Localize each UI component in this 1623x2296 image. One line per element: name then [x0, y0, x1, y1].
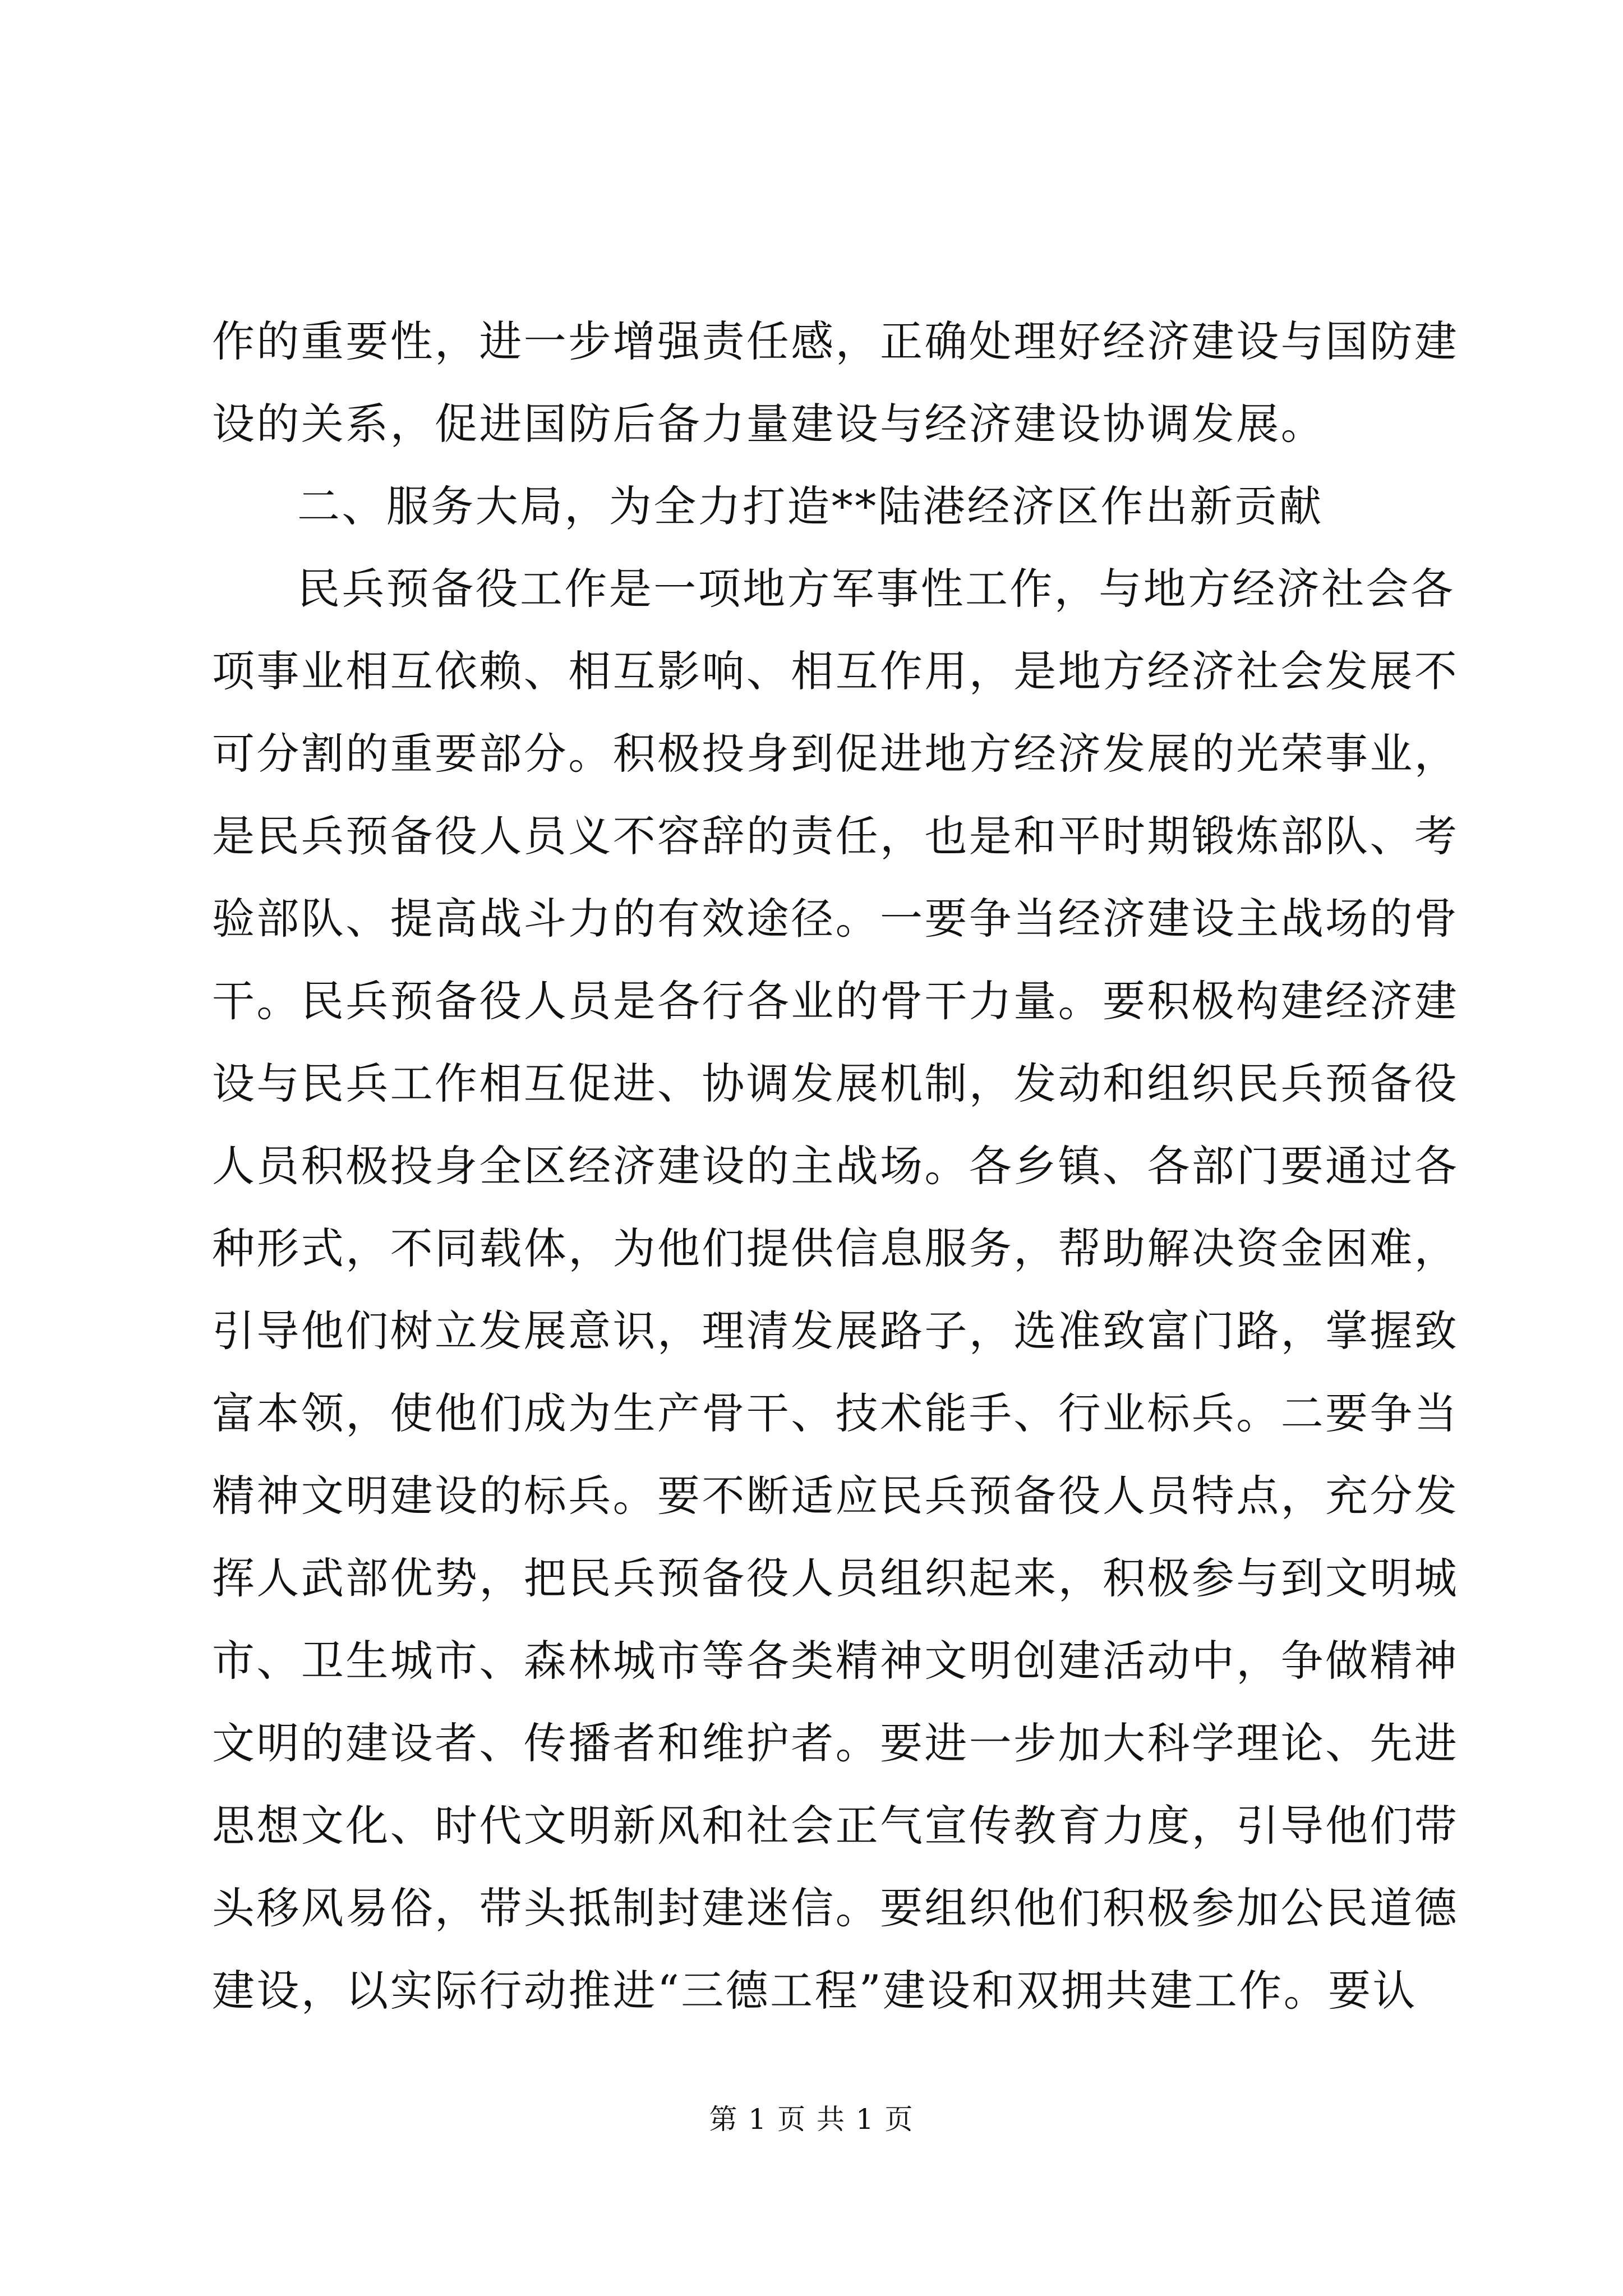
paragraph-line: 头移风易俗，带头抵制封建迷信。要组织他们积极参加公民道德	[212, 1883, 1459, 1933]
paragraph-line: 可分割的重要部分。积极投身到促进地方经济发展的光荣事业，	[212, 729, 1459, 779]
paragraph-line: 人员积极投身全区经济建设的主战场。各乡镇、各部门要通过各	[212, 1141, 1459, 1191]
paragraph-line: 富本领，使他们成为生产骨干、技术能手、行业标兵。二要争当	[212, 1388, 1459, 1438]
paragraph-line: 种形式，不同载体，为他们提供信息服务，帮助解决资金困难，	[212, 1223, 1459, 1273]
paragraph-line: 引导他们树立发展意识，理清发展路子，选准致富门路，掌握致	[212, 1306, 1459, 1356]
paragraph-line: 市、卫生城市、森林城市等各类精神文明创建活动中，争做精神	[212, 1636, 1459, 1686]
document-body	[212, 300, 1459, 2032]
paragraph-line: 思想文化、时代文明新风和社会正气宣传教育力度，引导他们带	[212, 1801, 1459, 1851]
paragraph-line: 验部队、提高战斗力的有效途径。一要争当经济建设主战场的骨	[212, 894, 1459, 944]
paragraph-line: 设与民兵工作相互促进、协调发展机制，发动和组织民兵预备役	[212, 1059, 1459, 1108]
paragraph-line: 民兵预备役工作是一项地方军事性工作，与地方经济社会各	[297, 564, 1455, 614]
paragraph-line: 作的重要性，进一步增强责任感，正确处理好经济建设与国防建	[212, 316, 1459, 366]
page-number-footer: 第 1 页 共 1 页	[709, 2103, 914, 2136]
paragraph-line: 建设，以实际行动推进“三德工程”建设和双拥共建工作。要认	[212, 1966, 1417, 2016]
paragraph-line: 是民兵预备役人员义不容辞的责任，也是和平时期锻炼部队、考	[212, 811, 1459, 861]
paragraph-line: 干。民兵预备役人员是各行各业的骨干力量。要积极构建经济建	[212, 976, 1459, 1026]
section-heading: 二、服务大局，为全力打造**陆港经济区作出新贡献	[297, 481, 1324, 531]
paragraph-line: 项事业相互依赖、相互影响、相互作用，是地方经济社会发展不	[212, 646, 1459, 696]
paragraph-line: 挥人武部优势，把民兵预备役人员组织起来，积极参与到文明城	[212, 1553, 1459, 1603]
paragraph-line: 文明的建设者、传播者和维护者。要进一步加大科学理论、先进	[212, 1718, 1459, 1768]
paragraph-line: 设的关系，促进国防后备力量建设与经济建设协调发展。	[212, 399, 1325, 449]
paragraph-line: 精神文明建设的标兵。要不断适应民兵预备役人员特点，充分发	[212, 1471, 1459, 1521]
